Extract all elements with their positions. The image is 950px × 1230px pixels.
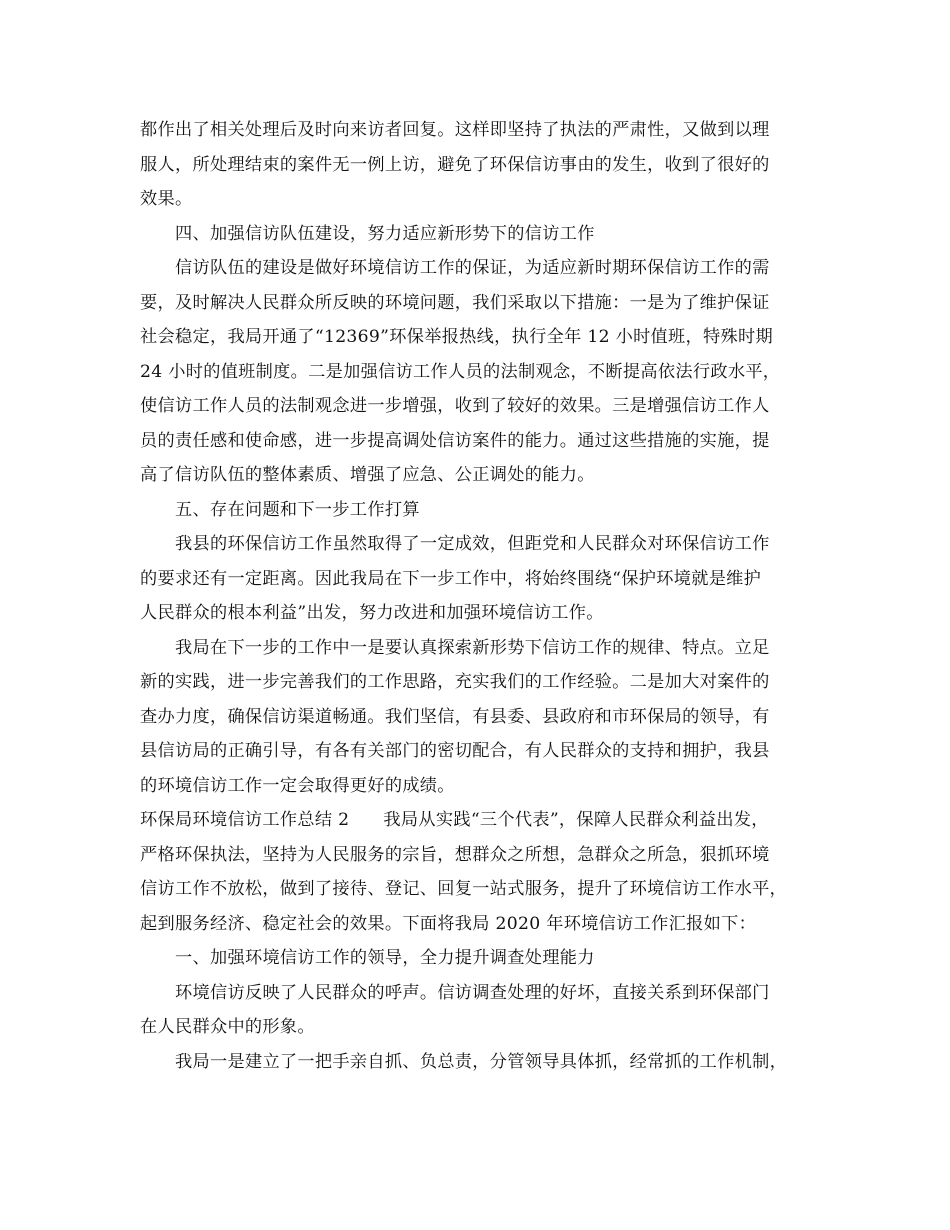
body-line: 我县的环保信访工作虽然取得了一定成效，但距党和人民群众对环保信访工作: [175, 534, 770, 554]
body-line: 我局在下一步的工作中一是要认真探索新形势下信访工作的规律、特点。立足: [175, 637, 770, 658]
body-line: 环境信访反映了人民群众的呼声。信访调查处理的好坏，直接关系到环保部门: [175, 982, 770, 1003]
section-heading-5: 五、存在问题和下一步工作打算: [175, 499, 420, 520]
section-heading-4: 四、加强信访队伍建设，努力适应新形势下的信访工作: [175, 223, 595, 244]
body-line: 高了信访队伍的整体素质、增强了应急、公正调处的能力。: [140, 465, 595, 485]
body-line: 要，及时解决人民群众所反映的环境问题，我们采取以下措施：一是为了维护保证: [140, 292, 770, 313]
title-following-text: 我局从实践“三个代表”，保障人民群众利益出发，: [383, 810, 769, 830]
body-line: 起到服务经济、稳定社会的效果。下面将我局 2020 年环境信访工作汇报如下：: [140, 913, 757, 934]
body-line: 服人，所处理结束的案件无一例上访，避免了环保信访事由的发生，收到了很好的: [140, 154, 770, 175]
body-line: 我局一是建立了一把手亲自抓、负总责，分管领导具体抓，经常抓的工作机制，: [175, 1051, 788, 1072]
body-line: 新的实践，进一步完善我们的工作思路，充实我们的工作经验。二是加大对案件的: [140, 672, 770, 692]
section-title-line: [140, 803, 830, 838]
body-line: 信访工作不放松，做到了接待、登记、回复一站式服务，提升了环境信访工作水平，: [140, 879, 788, 899]
body-line: 都作出了相关处理后及时向来访者回复。这样即坚持了执法的严肃性，又做到以理: [140, 120, 770, 140]
body-line: 效果。: [140, 189, 193, 209]
body-line: 员的责任感和使命感，进一步提高调处信访案件的能力。通过这些措施的实施，提: [140, 430, 770, 451]
body-line: 的环境信访工作一定会取得更好的成绩。: [140, 775, 455, 796]
body-line: 24 小时的值班制度。二是加强信访工作人员的法制观念，不断提高依法行政水平，: [140, 361, 781, 382]
body-line: 查办力度，确保信访渠道畅通。我们坚信，有县委、县政府和市环保局的领导，有: [140, 706, 770, 727]
section-heading-1: 一、加强环境信访工作的领导，全力提升调查处理能力: [175, 948, 595, 968]
document-body: [140, 113, 830, 1079]
body-line: 人民群众的根本利益”出发，努力改进和加强环境信访工作。: [140, 603, 604, 623]
body-line: 的要求还有一定距离。因此我局在下一步工作中，将始终围绕“保护环境就是维护: [140, 568, 762, 589]
body-line: 县信访局的正确引导，有各有关部门的密切配合，有人民群众的支持和拥护，我县: [140, 741, 770, 761]
body-line: 使信访工作人员的法制观念进一步增强，收到了较好的效果。三是增强信访工作人: [140, 396, 770, 416]
document-title-2: 环保局环境信访工作总结 2: [140, 810, 350, 830]
body-line: 在人民群众中的形象。: [140, 1017, 315, 1037]
body-line: 严格环保执法，坚持为人民服务的宗旨，想群众之所想，急群众之所急，狠抓环境: [140, 844, 770, 865]
body-line: 信访队伍的建设是做好环境信访工作的保证，为适应新时期环保信访工作的需: [175, 258, 770, 278]
body-line: 社会稳定，我局开通了“12369”环保举报热线，执行全年 12 小时值班，特殊时期: [140, 327, 773, 347]
